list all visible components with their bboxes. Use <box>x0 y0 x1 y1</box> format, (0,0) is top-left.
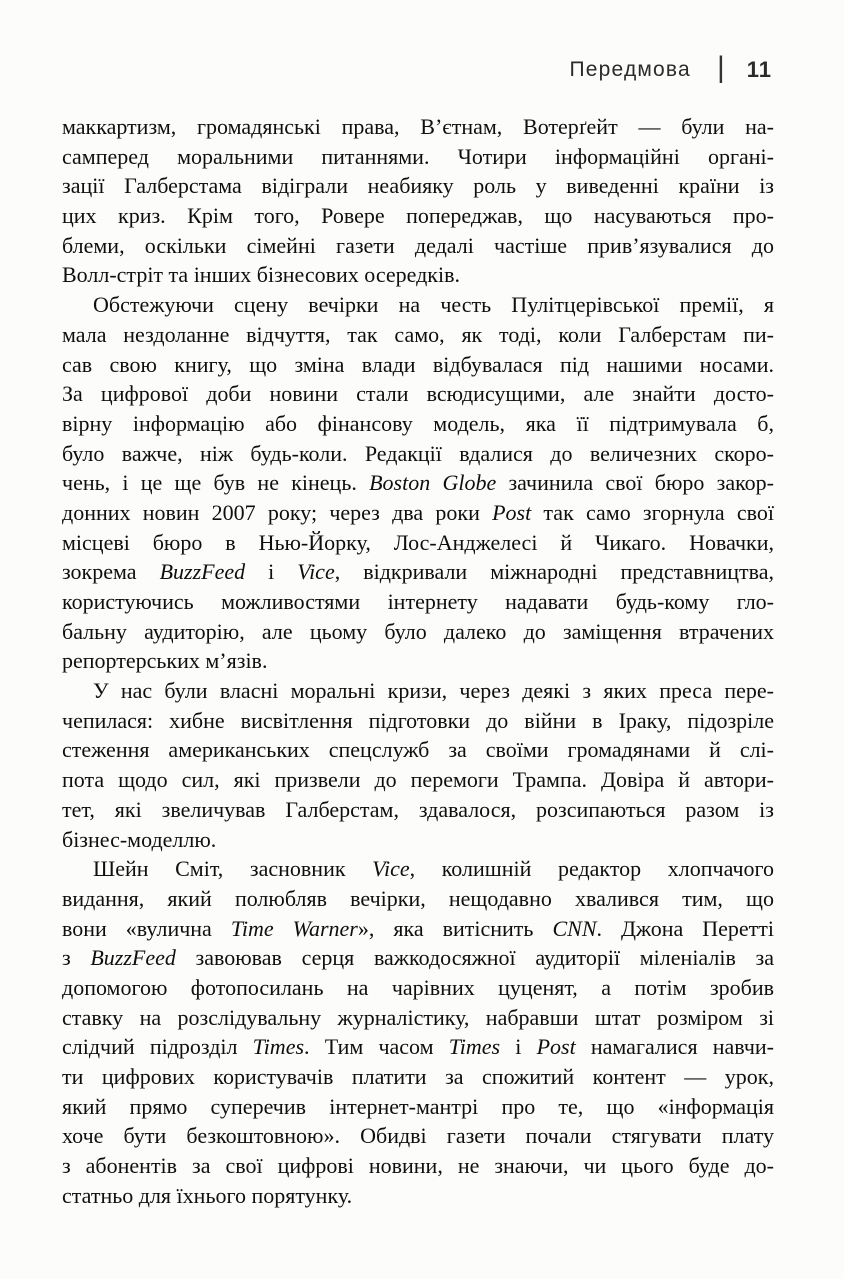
text-line <box>62 646 774 676</box>
text-run: завоював серця важкодосяжної аудиторії міленіалів за <box>175 945 774 971</box>
text-run: тет, які звеличував Галберстам, здавалося, розсипаються разом із <box>62 796 774 822</box>
text-run: статньо для їхнього порятунку. <box>62 1182 353 1208</box>
italic-publication-name: Times <box>448 1034 501 1060</box>
text-line <box>62 765 774 795</box>
text-run: самперед моральними питаннями. Чотири інформаційні органі- <box>62 143 774 169</box>
text-run: ставку на розслідувальну журналістику, набравши штат розміром зі <box>62 1004 774 1030</box>
text-run: з абонентів за свої цифрові новини, не знаючи, чи цього буде до- <box>62 1153 774 1179</box>
page-body <box>62 112 774 1210</box>
text-run: зачинила свої бюро закор- <box>496 470 774 496</box>
text-line <box>62 290 774 320</box>
text-run: допомогою фотопосилань на чарівних цуценят, а потім зробив <box>62 974 774 1000</box>
text-run: вірну інформацію або фінансову модель, яка її підтримувала б, <box>62 410 774 436</box>
text-line <box>62 1032 774 1062</box>
text-line <box>62 260 774 290</box>
text-run: видання, який полюбляв вечірки, нещодавно хвалився тим, що <box>62 885 774 911</box>
text-run: Волл-стріт та інших бізнесових осередків. <box>62 262 460 288</box>
text-run: », яка витіснить <box>357 915 553 941</box>
text-run: донних новин 2007 року; через два роки <box>62 499 493 525</box>
text-run: з <box>62 945 91 971</box>
text-line <box>62 1151 774 1181</box>
text-run: блеми, оскільки сімейні газети дедалі частіше прив’язувалися до <box>62 232 774 258</box>
text-run: користуючись можливостями інтернету надавати будь-кому гло- <box>62 589 774 614</box>
text-run: і <box>245 559 298 585</box>
text-run: хоче бути безкоштовною». Обидві газети почали стягувати плату <box>62 1123 774 1149</box>
text-line <box>62 973 774 1003</box>
text-line <box>62 1003 774 1033</box>
text-run: було важче, ніж будь-коли. Редакції вдалися до величезних скоро- <box>62 440 774 466</box>
text-line <box>62 201 774 231</box>
text-run: пота щодо сил, які призвели до перемоги Трампа. Довіра й автори- <box>62 767 774 793</box>
text-line <box>62 795 774 825</box>
text-line <box>62 498 774 528</box>
text-run: , колишній редактор хлопчачого <box>409 856 774 882</box>
text-line <box>62 914 774 944</box>
text-run: чень, і це ще був не кінець. <box>62 470 370 496</box>
text-line <box>62 557 774 587</box>
text-run: зокрема <box>62 559 160 585</box>
text-run: місцеві бюро в Нью-Йорку, Лос-Анджелесі й Чикаго. Новачки, <box>62 529 774 555</box>
text-run: У нас були власні моральні кризи, через деякі з яких преса пере- <box>93 678 774 704</box>
text-line <box>62 439 774 469</box>
text-line <box>62 706 774 736</box>
text-run: чепилася: хибне висвітлення підготовки до війни в Іраку, підозріле <box>62 707 774 733</box>
italic-publication-name: BuzzFeed <box>159 559 246 585</box>
text-run: намагалися навчи- <box>575 1034 774 1060</box>
chapter-title: Передмова <box>569 58 691 81</box>
text-run: і <box>500 1034 537 1060</box>
text-run: ти цифрових користувачів платити за спожитий контент — урок, <box>62 1064 774 1089</box>
text-run: бальну аудиторію, але цьому було далеко до заміщення втрачених <box>62 618 774 644</box>
italic-publication-name: Time Warner <box>230 915 358 941</box>
text-line <box>62 1121 774 1151</box>
italic-publication-name: Boston Globe <box>369 470 497 496</box>
text-line <box>62 735 774 765</box>
text-line <box>62 1062 774 1092</box>
text-line <box>62 943 774 973</box>
text-run: стеження американських спецслужб за своїми громадянами й слі- <box>62 737 774 763</box>
text-run: який прямо суперечив інтернет-мантрі про те, що «інформація <box>62 1093 774 1119</box>
header-separator: | <box>716 51 725 84</box>
text-line <box>62 528 774 558</box>
text-line <box>62 231 774 261</box>
text-run: сав свою книгу, що зміна влади відбувалася під нашими носами. <box>62 351 774 377</box>
italic-publication-name: CNN <box>552 915 597 941</box>
text-run: так само згорнула свої <box>531 499 774 525</box>
text-run: Обстежуючи сцену вечірки на честь Пулітцерівської премії, я <box>93 292 774 318</box>
text-run: слідчий підрозділ <box>62 1034 253 1060</box>
text-run: . Тим часом <box>304 1034 449 1060</box>
text-run: бізнес-моделлю. <box>62 826 217 852</box>
text-run: репортерських м’язів. <box>62 648 268 674</box>
text-line <box>62 112 774 142</box>
text-run: За цифрової доби новини стали всюдисущими, але знайти досто- <box>62 381 774 407</box>
text-run: вони «вулична <box>62 915 231 941</box>
text-line <box>62 884 774 914</box>
italic-publication-name: Vice <box>297 559 335 585</box>
text-run: , відкривали міжнародні представництва, <box>334 559 774 585</box>
text-run: . Джона Перетті <box>596 915 774 941</box>
text-line <box>62 1181 774 1211</box>
text-line <box>62 409 774 439</box>
page-number: 11 <box>746 57 772 82</box>
text-line <box>62 379 774 409</box>
text-run: цих криз. Крім того, Ровере попереджав, що насуваються про- <box>62 203 774 229</box>
italic-publication-name: Post <box>492 499 532 525</box>
text-line <box>62 854 774 884</box>
text-line <box>62 142 774 172</box>
text-line <box>62 171 774 201</box>
text-line <box>62 468 774 498</box>
italic-publication-name: Vice <box>372 856 410 882</box>
text-run: мала нездоланне відчуття, так само, як тоді, коли Галберстам пи- <box>62 321 774 347</box>
text-run: Шейн Сміт, засновник <box>93 856 373 882</box>
text-run: зації Галберстама відіграли неабияку роль у виведенні країни із <box>62 173 774 199</box>
text-line <box>62 587 774 617</box>
text-line <box>62 1092 774 1122</box>
italic-publication-name: Times <box>252 1034 305 1060</box>
text-line <box>62 320 774 350</box>
text-line <box>62 825 774 855</box>
text-line <box>62 676 774 706</box>
italic-publication-name: BuzzFeed <box>90 945 176 971</box>
text-line <box>62 617 774 647</box>
italic-publication-name: Post <box>536 1034 576 1060</box>
text-line <box>62 350 774 380</box>
text-run: маккартизм, громадянські права, В’єтнам, Вотерґейт — були на- <box>62 114 774 139</box>
running-header <box>569 52 772 88</box>
